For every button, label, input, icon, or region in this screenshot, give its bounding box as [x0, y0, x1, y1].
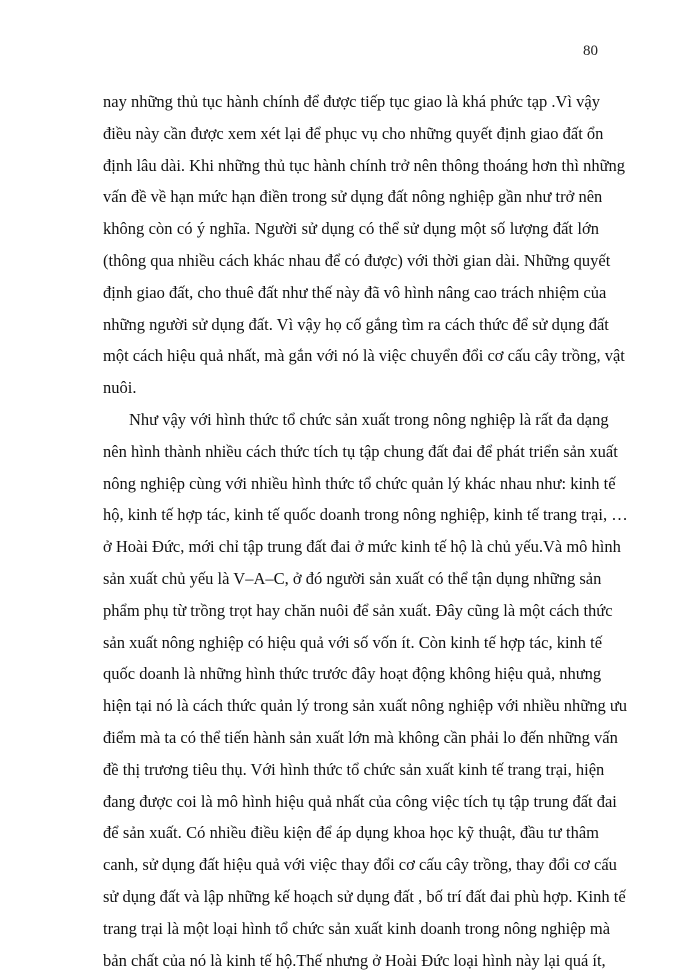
text-line: sản xuất chủ yếu là V–A–C, ở đó người sản xuất có thể tận dụng những sản	[103, 568, 602, 588]
text-line: quốc doanh là những hình thức trước đây hoạt động không hiệu quả, nhưng	[103, 664, 602, 684]
body-text	[103, 86, 628, 976]
text-line: sử dụng đất và lập những kế hoạch sử dụng đất , bố trí đất đai phù hợp. Kinh tế	[103, 886, 626, 906]
text-line: không còn có ý nghĩa. Người sử dụng có thể sử dụng một số lượng đất lớn	[103, 219, 599, 239]
text-line: bản chất của nó là kinh tế hộ.Thế nhưng ở Hoài Đức loại hình này lại quá ít,	[103, 950, 606, 970]
text-line: định lâu dài. Khi những thủ tục hành chính trở nên thông thoáng hơn thì những	[103, 155, 626, 175]
text-line: hộ, kinh tế hợp tác, kinh tế quốc doanh trong nông nghiệp, kinh tế trang trại, …	[103, 505, 628, 525]
text-line: nay những thủ tục hành chính để được tiếp tục giao là khá phức tạp .Vì vậy	[103, 92, 600, 111]
text-line: sản xuất nông nghiệp có hiệu quả với số vốn ít. Còn kinh tế hợp tác, kinh tế	[103, 632, 603, 652]
text-line: phẩm phụ từ trồng trọt hay chăn nuôi để sản xuất. Đây cũng là một cách thức	[103, 600, 613, 620]
text-line: định giao đất, cho thuê đất như thế này đã vô hình nâng cao trách nhiệm của	[103, 282, 607, 302]
paragraph-1	[103, 86, 626, 404]
text-line: đề thị trương tiêu thụ. Với hình thức tổ chức sản xuất kinh tế trang trại, hiện	[103, 759, 605, 779]
text-line: (thông qua nhiều cách khác nhau để có được) với thời gian dài. Những quyết	[103, 250, 611, 270]
text-line: điểm mà ta có thể tiến hành sản xuất lớn mà không cần phải lo đến những vấn	[103, 727, 618, 747]
text-line: đang được coi là mô hình hiệu quả nhất của công việc tích tụ tập trung đất đai	[103, 791, 617, 811]
text-line: điều này cần được xem xét lại để phục vụ cho những quyết định giao đất ổn	[103, 123, 604, 143]
text-line: nuôi.	[103, 378, 137, 398]
text-line: một cách hiệu quả nhất, mà gắn với nó là việc chuyển đổi cơ cấu cây trồng, vật	[103, 346, 625, 366]
text-line: vấn đề về hạn mức hạn điền trong sử dụng đất nông nghiệp gần như trở nên	[103, 187, 603, 207]
text-line: Như vậy với hình thức tổ chức sản xuất trong nông nghiệp là rất đa dạng	[129, 409, 609, 429]
text-line: nên hình thành nhiều cách thức tích tụ tập chung đất đai để phát triển sản xuất	[103, 441, 618, 461]
page-number: 80	[583, 43, 598, 59]
paragraph-2	[103, 404, 628, 976]
text-line: canh, sử dụng đất hiệu quả với việc thay đổi cơ cấu cây trồng, thay đổi cơ cấu	[103, 855, 617, 875]
text-line: những người sử dụng đất. Vì vậy họ cố gắng tìm ra cách thức để sử dụng đất	[103, 314, 609, 334]
text-line: nông nghiệp cùng với nhiều hình thức tổ chức quản lý khác nhau như: kinh tế	[103, 473, 616, 493]
text-line: ở Hoài Đức, mới chỉ tập trung đất đai ở mức kinh tế hộ là chủ yếu.Và mô hình	[103, 537, 621, 557]
text-line: để sản xuất. Có nhiều điều kiện để áp dụng khoa học kỹ thuật, đầu tư thâm	[103, 823, 599, 843]
text-line: hiện tại nó là cách thức quản lý trong sản xuất nông nghiệp với nhiều những ưu	[103, 696, 628, 716]
text-line: trang trại là một loại hình tổ chức sản xuất kinh doanh trong nông nghiệp mà	[103, 918, 611, 938]
